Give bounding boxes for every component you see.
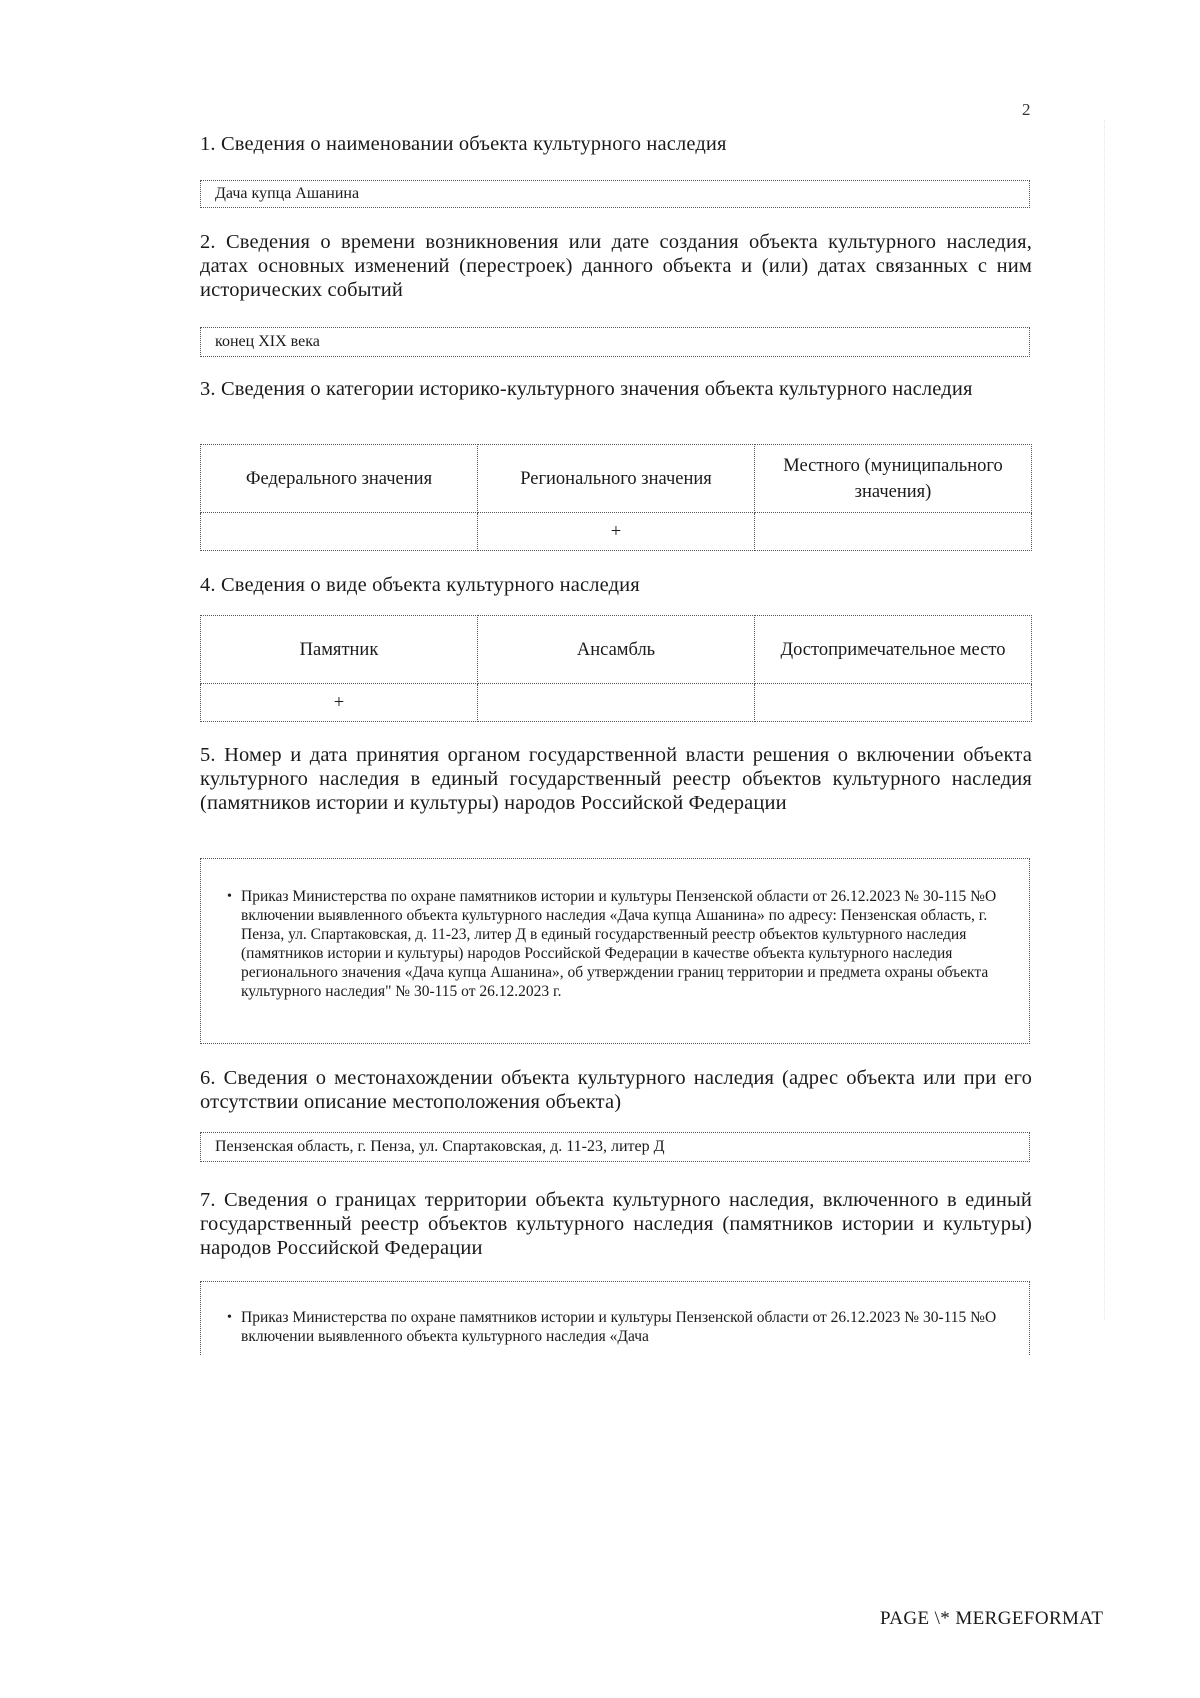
section-2-field — [200, 327, 1030, 357]
category-mark-row — [201, 513, 1032, 551]
address-value: Пензенская область, г. Пенза, ул. Спартаковская, д. 11-23, литер Д — [215, 1138, 665, 1155]
section-2-heading: 2. Сведения о времени возникновения или дате создания объекта культурного наследия, датах основных изменений (перестроек) данного объекта и (или) датах связанных с ним исторических событий — [200, 231, 1032, 301]
page-number: 2 — [1022, 100, 1031, 119]
type-table — [200, 615, 1032, 722]
type-mark-row — [201, 684, 1032, 722]
date-value: конец XIX века — [215, 333, 320, 350]
boundary-order-item — [227, 1308, 1009, 1346]
bullet-icon: • — [227, 1310, 232, 1325]
section-3-heading: 3. Сведения о категории историко-культурного значения объекта культурного наследия — [200, 378, 973, 400]
section-4-heading: 4. Сведения о виде объекта культурного наследия — [200, 574, 640, 596]
category-federal-header: Федерального значения — [201, 445, 478, 513]
category-federal-mark — [201, 513, 478, 551]
section-5-field — [200, 858, 1030, 1044]
type-ensemble-header: Ансамбль — [478, 616, 755, 684]
category-regional-header: Регионального значения — [478, 445, 755, 513]
type-landmark-header: Достопримечательное место — [755, 616, 1032, 684]
section-1-heading: 1. Сведения о наименовании объекта культурного наследия — [200, 133, 727, 155]
type-monument-header: Памятник — [201, 616, 478, 684]
registry-order-text: Приказ Министерства по охране памятников истории и культуры Пензенской области от 26.12.2023 № 30-115 №О включении выявленного объекта культурного наследия «Дача купца Ашанина» по адресу: Пензенская область, г. Пенза, ул. Спартаковская, д. 11-23, литер Д в единый государственный реестр объектов культурного наследия (памятников истории и культуры) народов Российской Федерации в качестве объекта культурного наследия регионального значения «Дача купца Ашанина», об утверждении границ территории и предмета охраны объекта культурного наследия" № 30-115 от 26.12.2023 г. — [241, 888, 997, 1000]
section-7-heading: 7. Сведения о границах территории объекта культурного наследия, включенного в единый государственный реестр объектов культурного наследия (памятников истории и культуры) народов Российской Федерации — [200, 1189, 1032, 1259]
section-7-field — [200, 1281, 1030, 1355]
type-landmark-mark — [755, 684, 1032, 722]
section-6-field — [200, 1132, 1030, 1162]
type-ensemble-mark — [478, 684, 755, 722]
category-header-row — [201, 445, 1032, 513]
object-name-value: Дача купца Ашанина — [215, 185, 360, 202]
category-local-header: Местного (муниципального значения) — [755, 445, 1032, 513]
type-header-row — [201, 616, 1032, 684]
section-1-field — [200, 180, 1030, 208]
section-5-heading: 5. Номер и дата принятия органом государственной власти решения о включении объекта культурного наследия в единый государственный реестр объектов культурного наследия (памятников истории и культуры) народов Российской Федерации — [200, 744, 1032, 814]
category-regional-mark: + — [478, 513, 755, 551]
type-monument-mark: + — [201, 684, 478, 722]
section-6-heading: 6. Сведения о местонахождении объекта культурного наследия (адрес объекта или при его отсутствии описание местоположения объекта) — [200, 1067, 1032, 1113]
scan-edge-line — [1104, 120, 1105, 1320]
bullet-icon: • — [227, 889, 232, 904]
boundary-order-text: Приказ Министерства по охране памятников истории и культуры Пензенской области от 26.12.2023 № 30-115 №О включении выявленного объекта культурного наследия «Дача — [241, 1309, 997, 1345]
category-local-mark — [755, 513, 1032, 551]
category-table — [200, 444, 1032, 551]
registry-order-item — [227, 887, 1009, 1001]
page-field-code: PAGE \* MERGEFORMAT — [880, 1608, 1104, 1629]
